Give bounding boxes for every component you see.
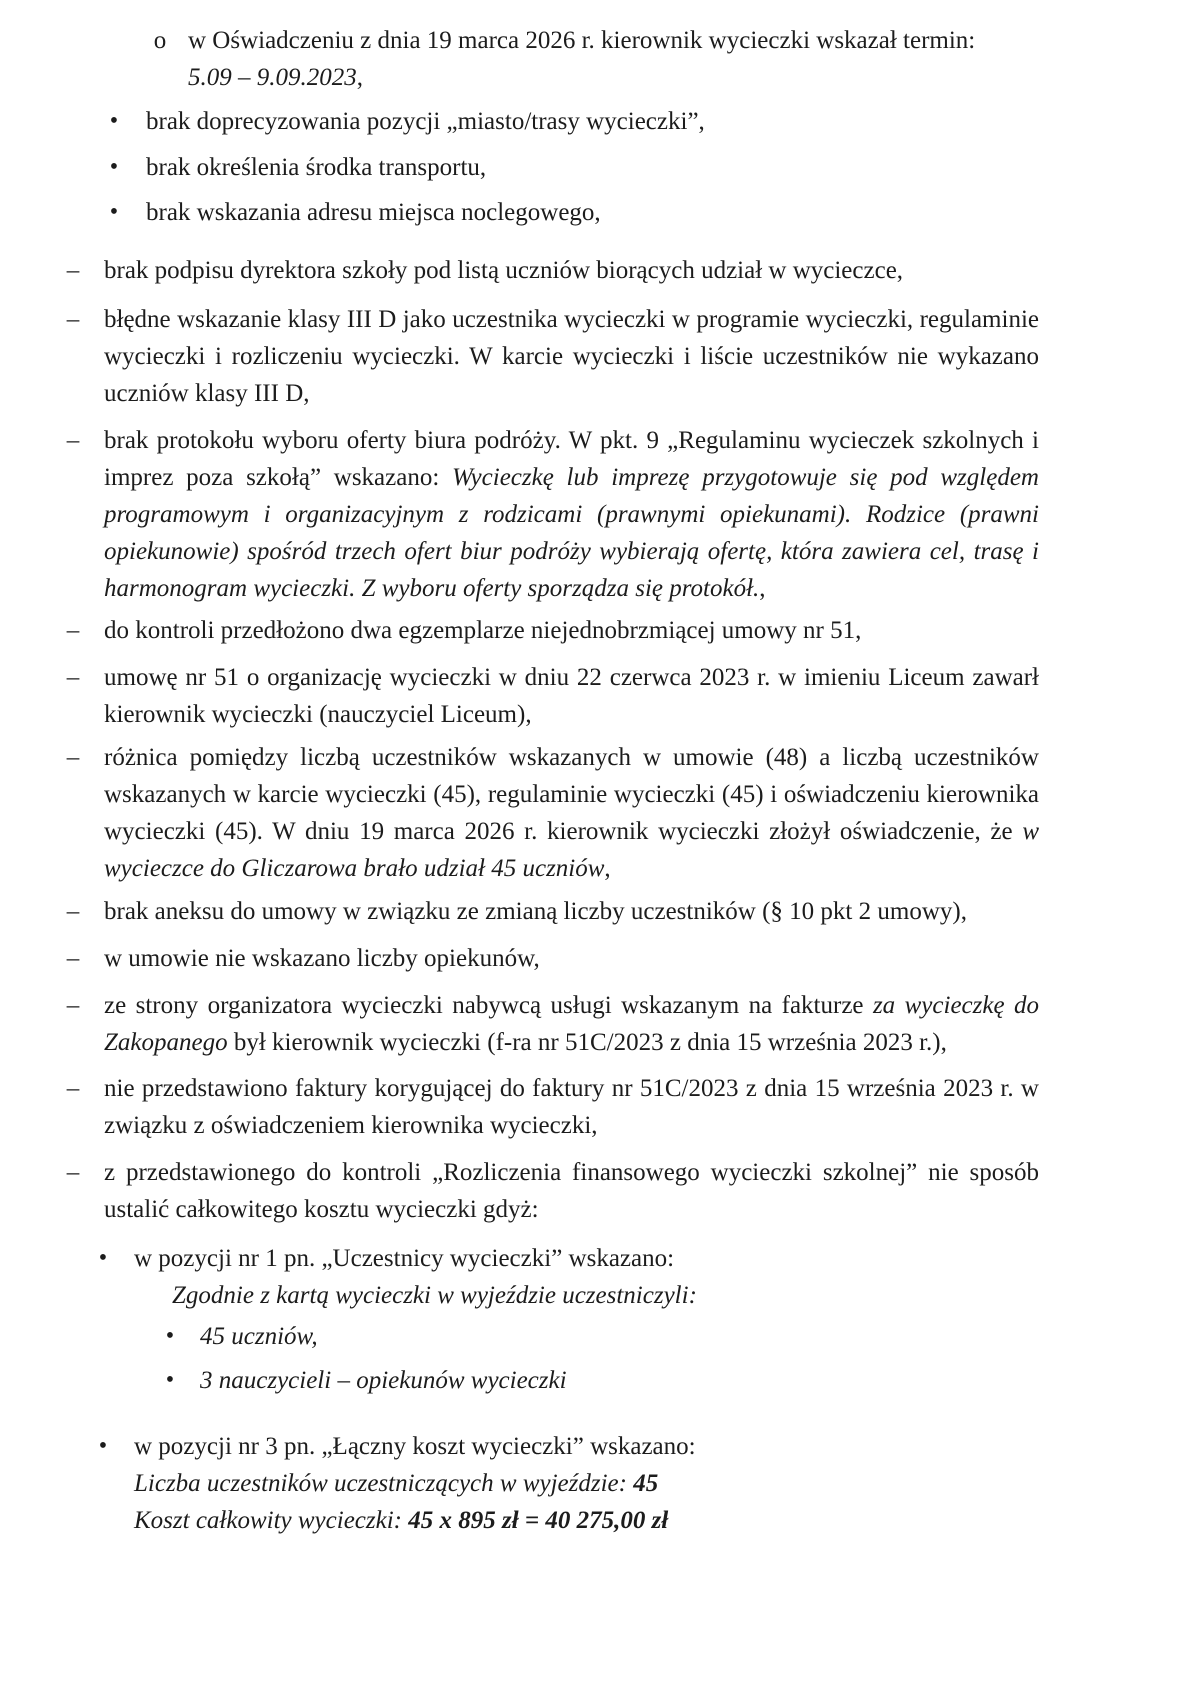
participants-count-value: 45 bbox=[633, 1470, 659, 1497]
dot-bullet-icon: • bbox=[98, 1433, 108, 1459]
list-item-missing-annex: brak aneksu do umowy w związku ze zmianą liczby uczestników (§ 10 pkt 2 umowy), bbox=[104, 898, 967, 925]
difference-comma: , bbox=[604, 855, 611, 882]
zakopane-quote: za wycieczkę do Zakopanego bbox=[104, 992, 1039, 1056]
list-item-correcting-invoice: nie przedstawiono faktury korygującej do faktury nr 51C/2023 z dnia 15 września 2023 r. w związku z oświadczeniem kierownika wycieczki, bbox=[104, 1075, 1039, 1139]
position-3-block bbox=[134, 1428, 1034, 1539]
regulation-quote: Wycieczkę lub imprezę przygotowuje się pod względem programowym i organizacyjnym z rodzicami (prawnymi opiekunami). Rodzice (prawni opiekunowie) spośród trzech ofert biur podróży wybierają ofertę, która zawiera cel, trasę i harmonogram wycieczki. Z wyboru oferty sporządza się protokół. bbox=[104, 464, 1039, 602]
difference-text: różnica pomiędzy liczbą uczestników wskazanych w umowie (48) a liczbą uczestników wskazanych w karcie wycieczki (45), regulaminie wycieczki (45) i oświadczeniu kierownika wycieczki (45). W dniu 19 marca 2026 r. kierownik wycieczki złożył oświadczenie, że bbox=[104, 744, 1039, 845]
dot-bullet-icon: • bbox=[109, 108, 119, 134]
dot-bullet-icon: • bbox=[109, 154, 119, 180]
dash-bullet-icon: – bbox=[66, 664, 80, 691]
offer-protocol-text: brak protokołu wyboru oferty biura podróży. W pkt. 9 „Regulaminu wycieczek szkolnych i imprez poza szkołą” wskazano: bbox=[104, 427, 1039, 491]
dot-bullet-icon: • bbox=[165, 1367, 175, 1393]
dash-bullet-icon: – bbox=[66, 744, 80, 771]
dash-bullet-icon: – bbox=[66, 257, 80, 284]
total-cost-line bbox=[134, 1502, 1034, 1539]
gliczarow-quote: w wycieczce do Gliczarowa brało udział 45 uczniów bbox=[104, 818, 1039, 882]
dash-bullet-icon: – bbox=[66, 427, 80, 454]
dash-bullet-icon: – bbox=[66, 898, 80, 925]
list-item-guardians: w umowie nie wskazano liczby opiekunów, bbox=[104, 945, 540, 972]
dash-bullet-icon: – bbox=[66, 617, 80, 644]
list-item-offer-protocol bbox=[104, 422, 1039, 607]
position-3-label: w pozycji nr 3 pn. „Łączny koszt wycieczki” wskazano: bbox=[134, 1433, 696, 1460]
list-item-missing-signature: brak podpisu dyrektora szkoły pod listą uczniów biorących udział w wycieczce, bbox=[104, 257, 904, 284]
dash-bullet-icon: – bbox=[66, 306, 80, 333]
dash-bullet-icon: – bbox=[66, 1159, 80, 1186]
invoice-buyer-text: ze strony organizatora wycieczki nabywcą usługi wskazanym na fakturze bbox=[104, 992, 873, 1019]
list-item-accommodation: brak wskazania adresu miejsca noclegowego, bbox=[146, 199, 601, 226]
dot-bullet-icon: • bbox=[109, 199, 119, 225]
dot-bullet-icon: • bbox=[98, 1245, 108, 1271]
list-item-financial-settlement: z przedstawionego do kontroli „Rozliczenia finansowego wycieczki szkolnej” nie sposób ustalić całkowitego kosztu wycieczki gdyż: bbox=[104, 1159, 1039, 1223]
position-1-block bbox=[134, 1240, 1034, 1314]
dash-bullet-icon: – bbox=[66, 945, 80, 972]
position-1-subline: Zgodnie z kartą wycieczki w wyjeździe uczestniczyli: bbox=[172, 1282, 697, 1309]
invoice-buyer-rest: był kierownik wycieczki (f-ra nr 51C/2023 z dnia 15 września 2023 r.), bbox=[227, 1029, 947, 1056]
total-cost-label: Koszt całkowity wycieczki: bbox=[134, 1507, 409, 1534]
list-item-class-3d: błędne wskazanie klasy III D jako uczestnika wycieczki w programie wycieczki, regulaminie wycieczki i rozliczeniu wycieczki. W karcie wycieczki i liście uczestników nie wykazano uczniów klasy III D, bbox=[104, 306, 1039, 407]
sub-item-term bbox=[188, 59, 1043, 96]
offer-protocol-comma: , bbox=[759, 575, 766, 602]
participants-teachers: 3 nauczycieli – opiekunów wycieczki bbox=[200, 1367, 567, 1394]
term-value: 5.09 – 9.09.2023 bbox=[188, 64, 357, 91]
circle-bullet-icon: o bbox=[153, 27, 167, 54]
dot-bullet-icon: • bbox=[165, 1323, 175, 1349]
dash-bullet-icon: – bbox=[66, 1075, 80, 1102]
term-comma: , bbox=[356, 64, 363, 91]
list-item-city-route: brak doprecyzowania pozycji „miasto/trasy wycieczki”, bbox=[146, 108, 705, 135]
list-item-contract-51: umowę nr 51 o organizację wycieczki w dniu 22 czerwca 2023 r. w imieniu Liceum zawarł kierownik wycieczki (nauczyciel Liceum), bbox=[104, 664, 1039, 728]
participants-count-label: Liczba uczestników uczestniczących w wyjeździe: bbox=[134, 1470, 634, 1497]
total-cost-value: 45 x 895 zł = 40 275,00 zł bbox=[408, 1507, 669, 1534]
dash-bullet-icon: – bbox=[66, 992, 80, 1019]
sub-item-declaration-date bbox=[188, 22, 1043, 96]
list-item-invoice-buyer bbox=[104, 987, 1039, 1061]
participants-count-line bbox=[134, 1465, 1034, 1502]
list-item-two-contracts: do kontroli przedłożono dwa egzemplarze niejednobrzmiącej umowy nr 51, bbox=[104, 617, 862, 644]
participants-students: 45 uczniów, bbox=[200, 1323, 318, 1350]
sub-item-text: w Oświadczeniu z dnia 19 marca 2026 r. kierownik wycieczki wskazał termin: bbox=[188, 27, 976, 54]
position-1-label: w pozycji nr 1 pn. „Uczestnicy wycieczki” wskazano: bbox=[134, 1245, 675, 1272]
list-item-transport: brak określenia środka transportu, bbox=[146, 154, 487, 181]
list-item-participant-difference bbox=[104, 739, 1039, 887]
